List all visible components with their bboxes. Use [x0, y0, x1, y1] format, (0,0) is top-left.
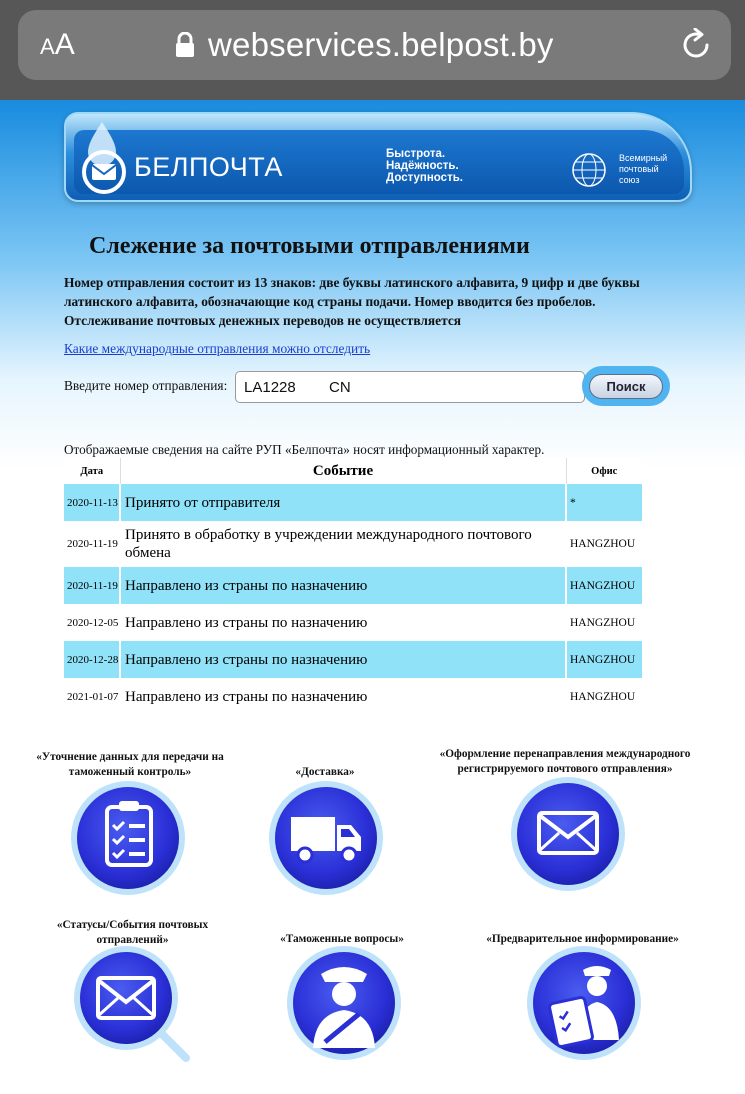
row-office: *	[566, 484, 642, 521]
international-tracking-link[interactable]: Какие международные отправления можно отследить	[64, 341, 371, 356]
upu-line: союз	[619, 175, 640, 185]
tile-caption-statuses[interactable]: «Статусы/События почтовых отправлений»	[56, 919, 209, 946]
upu-line: Всемирный	[619, 153, 668, 163]
envelope-search-icon[interactable]	[72, 944, 190, 1062]
reload-icon[interactable]	[679, 28, 713, 62]
table-row	[64, 521, 642, 567]
tile-caption-customs-questions[interactable]: «Таможенные вопросы»	[280, 933, 404, 945]
row-office: HANGZHOU	[566, 567, 642, 604]
tracking-number-input[interactable]	[235, 371, 585, 403]
row-date: 2020-12-28	[64, 641, 120, 678]
table-row	[64, 678, 642, 715]
belpost-logo-icon	[68, 120, 138, 196]
header-date: Дата	[64, 458, 120, 484]
row-date: 2020-12-05	[64, 604, 120, 641]
disclaimer-text: Отображаемые сведения на сайте РУП «Белпочта» носят информационный характер.	[64, 442, 545, 457]
row-office: HANGZHOU	[566, 604, 642, 641]
row-event: Направлено из страны по назначению	[120, 567, 566, 604]
search-button[interactable]: Поиск	[589, 374, 663, 399]
tile-caption-delivery[interactable]: «Доставка»	[295, 766, 355, 778]
header-office: Офис	[566, 458, 642, 484]
row-event: Направлено из страны по назначению	[120, 678, 566, 715]
page-title: Слежение за почтовыми отправлениями	[89, 233, 530, 259]
row-event: Принято от отправителя	[120, 484, 566, 521]
table-row	[64, 484, 642, 521]
tile-caption-redirect[interactable]: «Оформление перенаправления международного регистрируемого почтового отправления»	[439, 748, 691, 775]
header-event: Событие	[120, 458, 566, 484]
lock-icon	[175, 32, 195, 58]
row-date: 2021-01-07	[64, 678, 120, 715]
officer-clipboard-icon[interactable]	[525, 944, 643, 1062]
browser-address-bar	[0, 0, 745, 100]
upu-line: почтовый	[619, 164, 659, 174]
table-row	[64, 641, 642, 678]
row-office: HANGZHOU	[566, 678, 642, 715]
upu-emblem-icon	[571, 152, 607, 188]
tile-caption-pre-info[interactable]: «Предварительное информирование»	[486, 933, 679, 945]
table-row	[64, 567, 642, 604]
belpost-logo-text: БЕЛПОЧТА	[134, 152, 283, 182]
customs-officer-icon[interactable]	[285, 944, 403, 1062]
url-text: webservices.belpost.by	[208, 26, 554, 63]
clipboard-icon[interactable]	[69, 779, 187, 897]
slogan-line: Надёжность.	[386, 160, 459, 172]
reader-settings-button[interactable]: AA	[40, 28, 75, 61]
slogan-line: Доступность.	[386, 172, 463, 184]
table-header-row	[64, 458, 642, 484]
envelope-redirect-icon[interactable]	[509, 775, 627, 893]
row-date: 2020-11-13	[64, 484, 120, 521]
belpost-banner	[64, 112, 692, 202]
intro-text: Номер отправления состоит из 13 знаков: две буквы латинского алфавита, 9 цифр и две буквы латинского алфавита, обозначающие код страны подачи. Номер вводится без пробелов. Отслеживание почтовых денежных переводов не осуществляется	[64, 275, 640, 328]
row-date: 2020-11-19	[64, 521, 120, 567]
upu-label	[619, 153, 689, 186]
row-date: 2020-11-19	[64, 567, 120, 604]
row-office: HANGZHOU	[566, 521, 642, 567]
table-row	[64, 604, 642, 641]
url-field[interactable]	[18, 10, 731, 80]
row-event: Направлено из страны по назначению	[120, 604, 566, 641]
row-event: Принято в обработку в учреждении международного почтового обмена	[120, 521, 566, 567]
tracking-number-label: Введите номер отправления:	[64, 378, 228, 393]
tile-caption-customs-data[interactable]: «Уточнение данных для передачи на таможенный контроль»	[36, 751, 224, 778]
tracking-events-table	[64, 458, 642, 715]
banner-slogan	[386, 148, 506, 184]
row-event: Направлено из страны по назначению	[120, 641, 566, 678]
delivery-truck-icon[interactable]	[267, 779, 385, 897]
row-office: HANGZHOU	[566, 641, 642, 678]
slogan-line: Быстрота.	[386, 148, 446, 160]
